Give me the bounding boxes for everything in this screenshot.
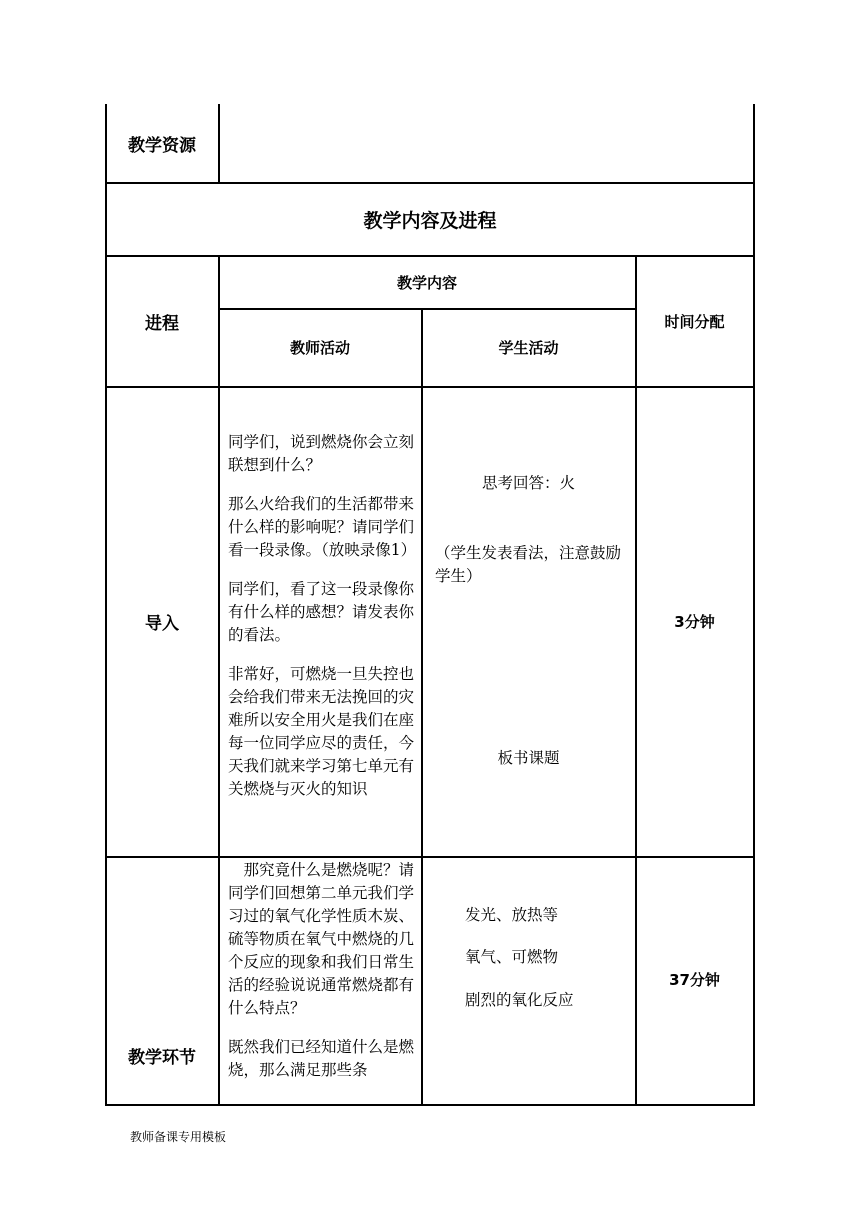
student-answer: 思考回答：火 [481,474,575,492]
teacher-paragraph: 同学们，看了这一段录像你有什么样的感想？请发表你的看法。 [228,580,415,644]
header-student-activity: 学生活动 [498,339,559,357]
time-intro: 3分钟 [674,613,715,631]
header-process: 进程 [145,313,179,334]
teacher-activity-teaching [228,859,418,1082]
teacher-paragraph: 非常好，可燃烧一旦失控也会给我们带来无法挽回的灾难所以安全用火是我们在座每一位同学应尽的责任，今天我们就来学习第七单元有关燃烧与灭火的知识 [228,665,415,798]
header-teacher-activity: 教师活动 [289,339,350,357]
student-board-title: 板书课题 [497,749,560,767]
stage-teaching: 教学环节 [128,1047,196,1068]
table-rule [105,856,755,858]
time-teaching: 37分钟 [669,970,720,989]
section-title: 教学内容及进程 [363,209,497,232]
teacher-activity-intro [228,431,418,801]
table-rule [105,1104,755,1106]
footer-template-label: 教师备课专用模板 [130,1130,227,1144]
header-time-allocation: 时间分配 [664,312,725,331]
table-divider-teacher-student [421,309,423,1105]
teacher-paragraph: 既然我们已经知道什么是燃烧，那么满足那些条 [228,1038,415,1079]
teacher-paragraph: 那么火给我们的生活都带来什么样的影响呢？请同学们看一段录像。（放映录像1） [228,495,417,559]
stage-intro: 导入 [145,614,179,634]
teacher-paragraph: 同学们，说到燃烧你会立刻联想到什么？ [228,433,415,474]
student-answer-definition: 剧烈的氧化反应 [465,991,574,1009]
resources-label: 教学资源 [128,135,196,156]
teacher-paragraph: 那究竟什么是燃烧呢？请同学们回想第二单元我们学习过的氧气化学性质木炭、硫等物质在氧气中燃烧的几个反应的现象和我们日常生活的经验说说通常燃烧都有什么特点？ [228,861,415,1017]
student-discussion: （学生发表看法，注意鼓励学生） [435,544,622,585]
table-divider-process [218,104,220,183]
header-content: 教学内容 [396,273,457,292]
student-answer-conditions: 氧气、可燃物 [465,948,559,966]
student-answer-features: 发光、放热等 [465,906,559,924]
